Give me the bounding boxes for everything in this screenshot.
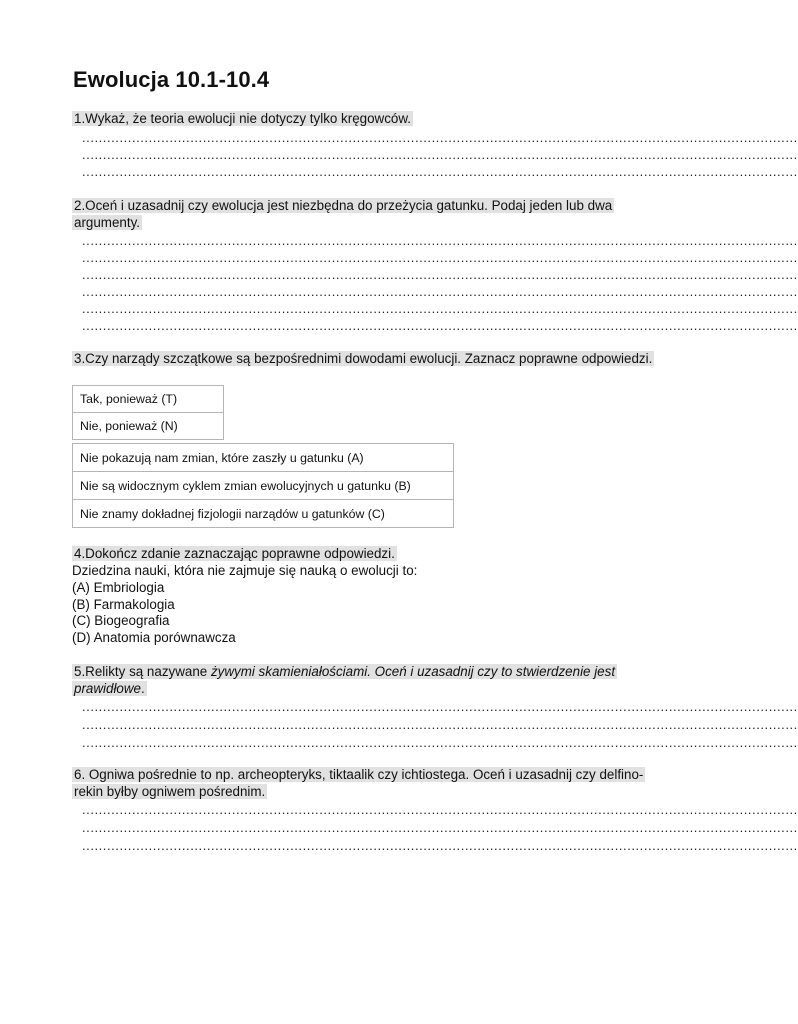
answer-line[interactable]: ............................................................................................................................................................................ [82,802,798,817]
question-4-sentence: Dziedzina nauki, która nie zajmuje się nauką o ewolucji to: [72,563,418,578]
question-6-text: 6. Ogniwa pośrednie to np. archeopteryks, tiktaalik czy ichtiostega. Oceń i uzasadnij czy delfino-rekin byłby ogniwem pośrednim. [74,767,644,799]
table-row[interactable] [73,444,454,472]
question-4 [72,545,682,562]
table-row[interactable] [73,472,454,500]
answer-line[interactable]: ............................................................................................................................................................................ [82,233,798,248]
answer-line[interactable]: ............................................................................................................................................................................ [82,301,798,316]
answer-line[interactable]: ............................................................................................................................................................................ [82,147,798,162]
answer-line[interactable]: ............................................................................................................................................................................ [82,735,798,750]
answer-line[interactable]: ............................................................................................................................................................................ [82,838,798,853]
reason-b[interactable]: Nie są widocznym cyklem zmian ewolucyjnych u gatunku (B) [73,472,454,500]
answer-line[interactable]: ............................................................................................................................................................................ [82,284,798,299]
reason-table [72,443,454,528]
table-row[interactable] [73,500,454,528]
option-d[interactable]: (D) Anatomia porównawcza [72,630,236,645]
option-c[interactable]: (C) Biogeografia [72,613,170,628]
question-2 [72,197,672,231]
answer-line[interactable]: ............................................................................................................................................................................ [82,699,798,714]
question-5-text-a: 5.Relikty są nazywane [74,664,211,679]
question-1-text: 1.Wykaż, że teoria ewolucji nie dotyczy tylko kręgowców. [74,111,412,126]
answer-line[interactable]: ............................................................................................................................................................................ [82,717,798,732]
answer-line[interactable]: ............................................................................................................................................................................ [82,130,798,145]
reason-a[interactable]: Nie pokazują nam zmian, które zaszły u gatunku (A) [73,444,454,472]
question-3-text: 3.Czy narządy szczątkowe są bezpośrednimi dowodami ewolucji. Zaznacz poprawne odpowiedzi. [74,351,653,366]
answer-line[interactable]: ............................................................................................................................................................................ [82,820,798,835]
question-5 [72,663,672,697]
table-row[interactable] [73,386,224,413]
question-3 [72,350,662,367]
option-a[interactable]: (A) Embriologia [72,580,165,595]
question-5-text [72,664,617,696]
answer-line[interactable]: ............................................................................................................................................................................ [82,164,798,179]
question-6 [72,766,672,800]
question-4-text: 4.Dokończ zdanie zaznaczając poprawne odpowiedzi. [74,546,395,561]
page-title: Ewolucja 10.1-10.4 [73,67,270,92]
answer-yes[interactable]: Tak, ponieważ (T) [73,386,224,413]
answer-table [72,385,224,440]
answer-line[interactable]: ............................................................................................................................................................................ [82,250,798,265]
option-b[interactable]: (B) Farmakologia [72,597,175,612]
answer-no[interactable]: Nie, ponieważ (N) [73,413,224,440]
question-1 [72,110,682,127]
table-row[interactable] [73,413,224,440]
question-5-text-c: . [141,681,145,696]
question-2-text: 2.Oceń i uzasadnij czy ewolucja jest niezbędna do przeżycia gatunku. Podaj jeden lub dwa argumenty. [74,198,613,230]
answer-line[interactable]: ............................................................................................................................................................................ [82,267,798,282]
reason-c[interactable]: Nie znamy dokładnej fizjologii narządów u gatunków (C) [73,500,454,528]
answer-line[interactable]: ............................................................................................................................................................................ [82,318,798,333]
question-5-text-b: żywymi skamieniałościami. Oceń i uzasadnij czy to stwierdzenie jest prawidłowe [74,664,616,696]
